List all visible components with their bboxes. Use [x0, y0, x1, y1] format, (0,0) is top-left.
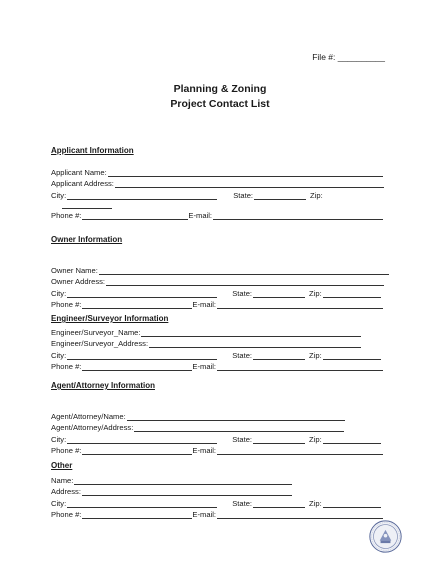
field-label: Zip:: [309, 350, 322, 360]
other-city-row: [51, 496, 391, 508]
section-heading: Engineer/Surveyor Information: [51, 314, 169, 323]
field-label: State:: [232, 288, 253, 298]
owner-section: [51, 235, 391, 309]
engineer-name-field[interactable]: [141, 328, 361, 337]
applicant-section: [51, 146, 391, 220]
field-label: Agent/Attorney/Address:: [51, 423, 134, 432]
other-name-row: [51, 473, 391, 485]
agent-name-field[interactable]: [127, 412, 345, 421]
agent-phone-row: [51, 444, 391, 456]
field-label: Phone #:: [51, 446, 82, 455]
other-state-field[interactable]: [253, 499, 305, 508]
field-label: Applicant Address:: [51, 179, 114, 188]
applicant-name-row: [51, 165, 391, 177]
owner-state-field[interactable]: [253, 289, 305, 298]
engineer-email-field[interactable]: [217, 362, 383, 371]
field-label: City:: [51, 498, 67, 508]
field-label: Zip:: [309, 498, 322, 508]
engineer-address-field[interactable]: [149, 339, 361, 348]
applicant-city-row: [51, 188, 391, 200]
owner-city-row: [51, 286, 391, 298]
owner-name-field[interactable]: [99, 266, 389, 275]
applicant-zip-field[interactable]: [62, 200, 112, 209]
field-label: Agent/Attorney/Name:: [51, 411, 126, 421]
owner-address-row: [51, 275, 391, 287]
field-label: Phone #:: [51, 211, 82, 220]
section-heading: Other: [51, 461, 73, 470]
field-label: Name:: [51, 475, 74, 485]
owner-phone-row: [51, 298, 391, 310]
agent-state-field[interactable]: [253, 435, 305, 444]
engineer-zip-field[interactable]: [323, 351, 381, 360]
field-label: State:: [232, 434, 253, 444]
owner-address-field[interactable]: [106, 277, 384, 286]
agent-address-row: [51, 421, 391, 433]
field-label: Engineer/Surveyor_Address:: [51, 339, 149, 348]
field-label: E-mail:: [192, 300, 217, 309]
other-email-field[interactable]: [217, 510, 383, 519]
applicant-phone-field[interactable]: [82, 211, 188, 220]
other-address-field[interactable]: [82, 487, 292, 496]
other-section: [51, 461, 391, 519]
applicant-zip-line-row: [51, 200, 391, 209]
engineer-city-field[interactable]: [67, 351, 217, 360]
field-label: City:: [51, 190, 67, 200]
engineer-phone-row: [51, 360, 391, 372]
applicant-address-field[interactable]: [115, 179, 384, 188]
section-heading: Applicant Information: [51, 146, 134, 155]
engineer-section: [51, 314, 391, 371]
file-number-field[interactable]: File #: __________: [312, 52, 385, 62]
agent-phone-field[interactable]: [82, 446, 192, 455]
field-label: Phone #:: [51, 362, 82, 371]
agent-email-field[interactable]: [217, 446, 383, 455]
page-title: Planning & Zoning: [173, 83, 267, 95]
agent-zip-field[interactable]: [323, 435, 381, 444]
agent-section: [51, 381, 391, 455]
agent-name-row: [51, 409, 391, 421]
field-label: E-mail:: [188, 211, 213, 220]
engineer-address-row: [51, 337, 391, 349]
engineer-phone-field[interactable]: [82, 362, 192, 371]
applicant-phone-row: [51, 209, 391, 221]
applicant-address-row: [51, 177, 391, 189]
section-heading: Agent/Attorney Information: [51, 381, 155, 390]
other-address-row: [51, 485, 391, 497]
owner-email-field[interactable]: [217, 300, 383, 309]
field-label: Owner Name:: [51, 265, 98, 275]
field-label: E-mail:: [192, 362, 217, 371]
agent-city-row: [51, 432, 391, 444]
engineer-name-row: [51, 325, 391, 337]
field-label: Zip:: [310, 190, 323, 200]
field-label: Address:: [51, 487, 81, 496]
applicant-city-field[interactable]: [67, 191, 217, 200]
field-label: Applicant Name:: [51, 167, 107, 177]
applicant-name-field[interactable]: [108, 168, 383, 177]
field-label: City:: [51, 350, 67, 360]
field-label: State:: [232, 350, 253, 360]
applicant-state-field[interactable]: [254, 191, 306, 200]
field-label: City:: [51, 288, 67, 298]
owner-zip-field[interactable]: [323, 289, 381, 298]
field-label: State:: [232, 498, 253, 508]
other-city-field[interactable]: [67, 499, 217, 508]
engineer-state-field[interactable]: [253, 351, 305, 360]
other-phone-field[interactable]: [82, 510, 192, 519]
agent-address-field[interactable]: [134, 423, 344, 432]
other-phone-row: [51, 508, 391, 520]
agent-city-field[interactable]: [67, 435, 217, 444]
field-label: Engineer/Surveyor_Name:: [51, 327, 141, 337]
field-label: E-mail:: [192, 510, 217, 519]
engineer-city-row: [51, 348, 391, 360]
page-subtitle: Project Contact List: [170, 98, 270, 110]
field-label: E-mail:: [192, 446, 217, 455]
other-zip-field[interactable]: [323, 499, 381, 508]
field-label: Zip:: [309, 288, 322, 298]
field-label: Zip:: [309, 434, 322, 444]
field-label: State:: [233, 190, 254, 200]
owner-phone-field[interactable]: [82, 300, 192, 309]
owner-city-field[interactable]: [67, 289, 217, 298]
field-label: Owner Address:: [51, 277, 106, 286]
city-seal-icon: [369, 520, 402, 553]
field-label: City:: [51, 434, 67, 444]
owner-name-row: [51, 263, 391, 275]
other-name-field[interactable]: [74, 476, 292, 485]
field-label: Phone #:: [51, 510, 82, 519]
applicant-email-field[interactable]: [213, 211, 383, 220]
section-heading: Owner Information: [51, 235, 123, 244]
field-label: Phone #:: [51, 300, 82, 309]
